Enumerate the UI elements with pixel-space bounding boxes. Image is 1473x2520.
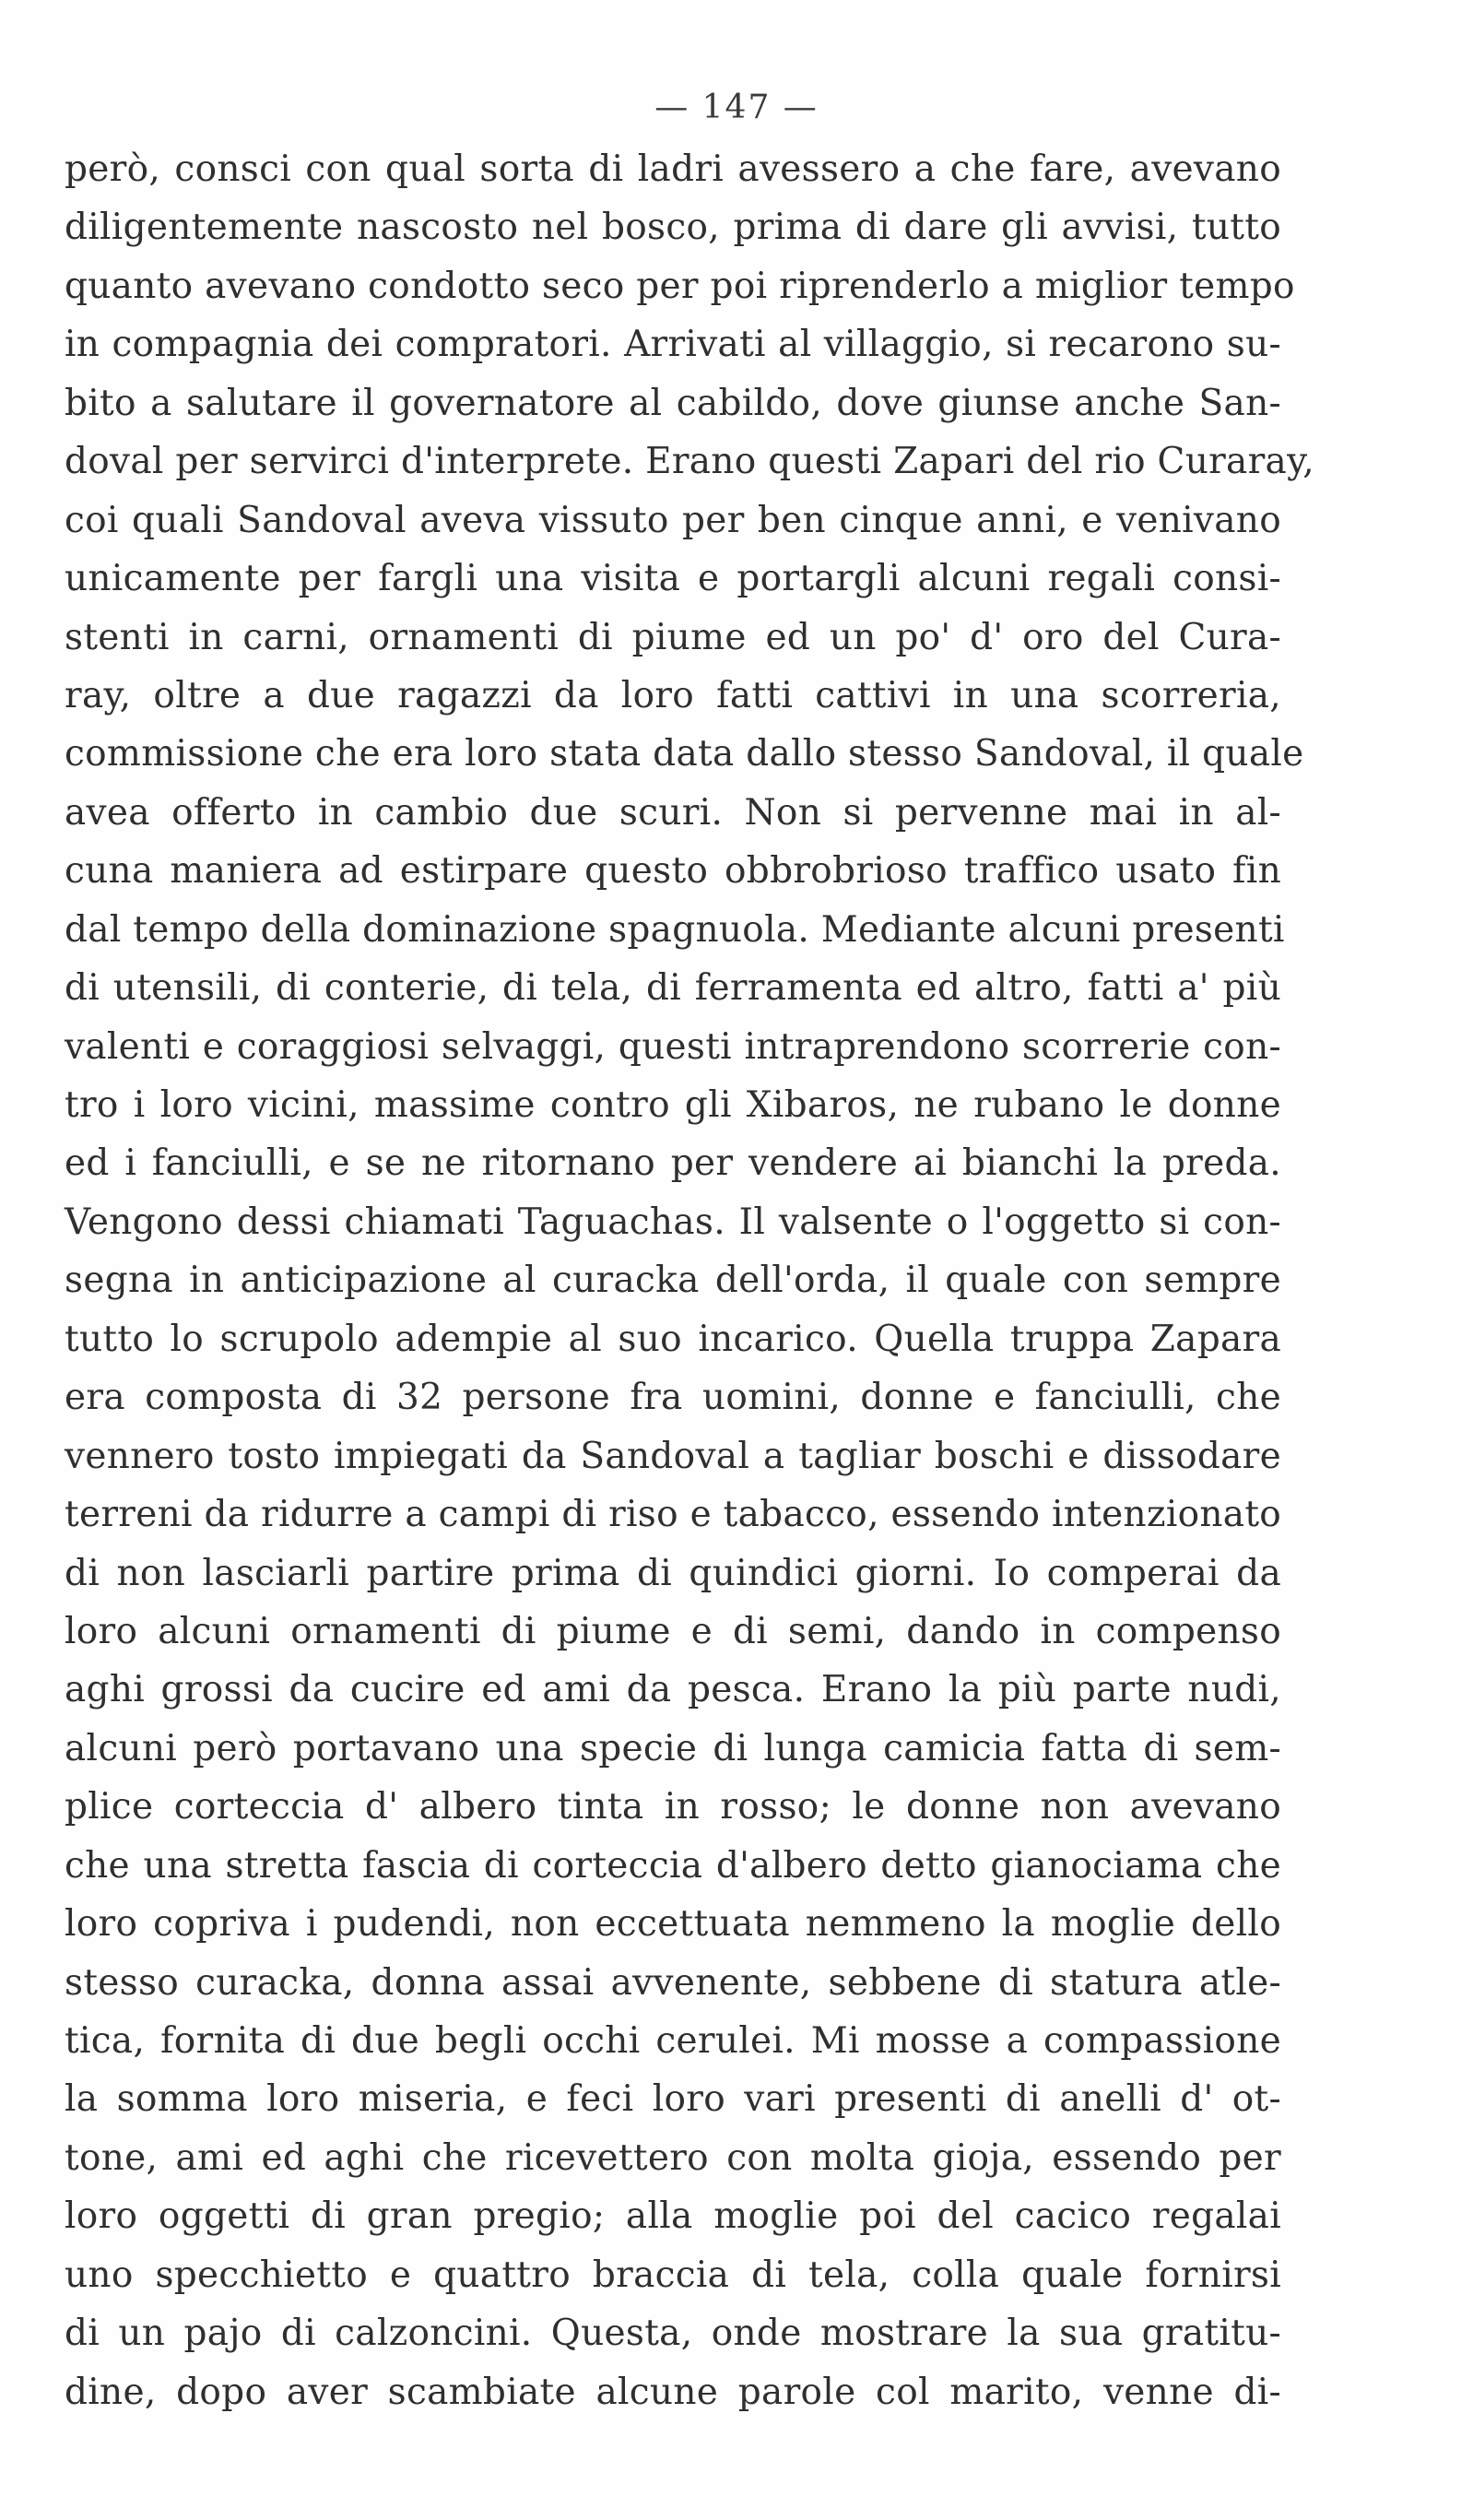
text-line: loro oggetti di gran pregio; alla moglie poi del cacico regalai [65, 2195, 1281, 2238]
text-line: era composta di 32 persone fra uomini, donne e fanciulli, che [65, 1377, 1281, 1419]
text-line: di utensili, di conterie, di tela, di ferramenta ed altro, fatti a' più [65, 967, 1281, 1010]
text-line: la somma loro miseria, e feci loro vari presenti di anelli d' ot- [65, 2078, 1281, 2121]
text-line: tro i loro vicini, massime contro gli Xibaros, ne rubano le donne [65, 1084, 1281, 1126]
text-line: loro copriva i pudendi, non eccettuata nemmeno la moglie dello [65, 1903, 1281, 1946]
text-line: ed i fanciulli, e se ne ritornano per vendere ai bianchi la preda. [65, 1142, 1281, 1185]
text-line: di non lasciarli partire prima di quindici giorni. Io comperai da [65, 1552, 1281, 1594]
text-line: tone, ami ed aghi che ricevettero con molta gioja, essendo per [65, 2136, 1281, 2179]
text-line: valenti e coraggiosi selvaggi, questi intraprendono scorrerie con- [65, 1025, 1281, 1068]
text-line: unicamente per fargli una visita e portargli alcuni regali consi- [65, 558, 1281, 600]
text-line: uno specchietto e quattro braccia di tela, colla quale fornirsi [65, 2254, 1281, 2296]
text-line: cuna maniera ad estirpare questo obbrobrioso traffico usato fin [65, 850, 1281, 893]
text-line: ray, oltre a due ragazzi da loro fatti cattivi in una scorreria, [65, 674, 1281, 716]
text-line: Vengono dessi chiamati Taguachas. Il valsente o l'oggetto si con- [65, 1201, 1281, 1243]
text-line: bito a salutare il governatore al cabildo, dove giunse anche San- [65, 382, 1281, 424]
text-line: loro alcuni ornamenti di piume e di semi, dando in compenso [65, 1610, 1281, 1652]
text-line: segna in anticipazione al curacka dell'orda, il quale con sempre [65, 1260, 1281, 1302]
text-line: dal tempo della dominazione spagnuola. Mediante alcuni presenti [65, 908, 1285, 951]
text-line: doval per servirci d'interprete. Erano questi Zapari del rio Curaray, [65, 441, 1314, 483]
text-line: vennero tosto impiegati da Sandoval a tagliar boschi e dissodare [65, 1435, 1281, 1477]
text-line: plice corteccia d' albero tinta in rosso; le donne non avevano [65, 1786, 1281, 1828]
page-number: — 147 — [654, 89, 819, 126]
text-line: diligentemente nascosto nel bosco, prima di dare gli avvisi, tutto [65, 207, 1281, 249]
text-line: avea offerto in cambio due scuri. Non si pervenne mai in al- [65, 791, 1281, 834]
text-line: commissione che era loro stata data dallo stesso Sandoval, il quale [65, 733, 1304, 775]
text-line: di un pajo di calzoncini. Questa, onde mostrare la sua gratitu- [65, 2313, 1281, 2355]
text-line: coi quali Sandoval aveva vissuto per ben cinque anni, e venivano [65, 499, 1281, 541]
text-line: alcuni però portavano una specie di lunga camicia fatta di sem- [65, 1727, 1281, 1769]
text-line: però, consci con qual sorta di ladri avessero a che fare, avevano [65, 148, 1281, 190]
text-line: stenti in carni, ornamenti di piume ed un po' d' oro del Cura- [65, 616, 1281, 658]
text-line: quanto avevano condotto seco per poi riprenderlo a miglior tempo [65, 265, 1295, 307]
body-text [65, 140, 1314, 2421]
text-line: terreni da ridurre a campi di riso e tabacco, essendo intenzionato [65, 1494, 1282, 1536]
text-line: in compagnia dei compratori. Arrivati al villaggio, si recarono su- [65, 324, 1281, 366]
text-line: tica, fornita di due begli occhi cerulei. Mi mosse a compassione [65, 2020, 1281, 2062]
text-line: che una stretta fascia di corteccia d'albero detto gianociama che [65, 1844, 1281, 1887]
text-line: dine, dopo aver scambiate alcune parole col marito, venne di- [65, 2371, 1281, 2413]
text-line: tutto lo scrupolo adempie al suo incarico. Quella truppa Zapara [65, 1318, 1281, 1360]
text-line: stesso curacka, donna assai avvenente, sebbene di statura atle- [65, 1961, 1281, 2004]
text-line: aghi grossi da cucire ed ami da pesca. Erano la più parte nudi, [65, 1669, 1281, 1711]
